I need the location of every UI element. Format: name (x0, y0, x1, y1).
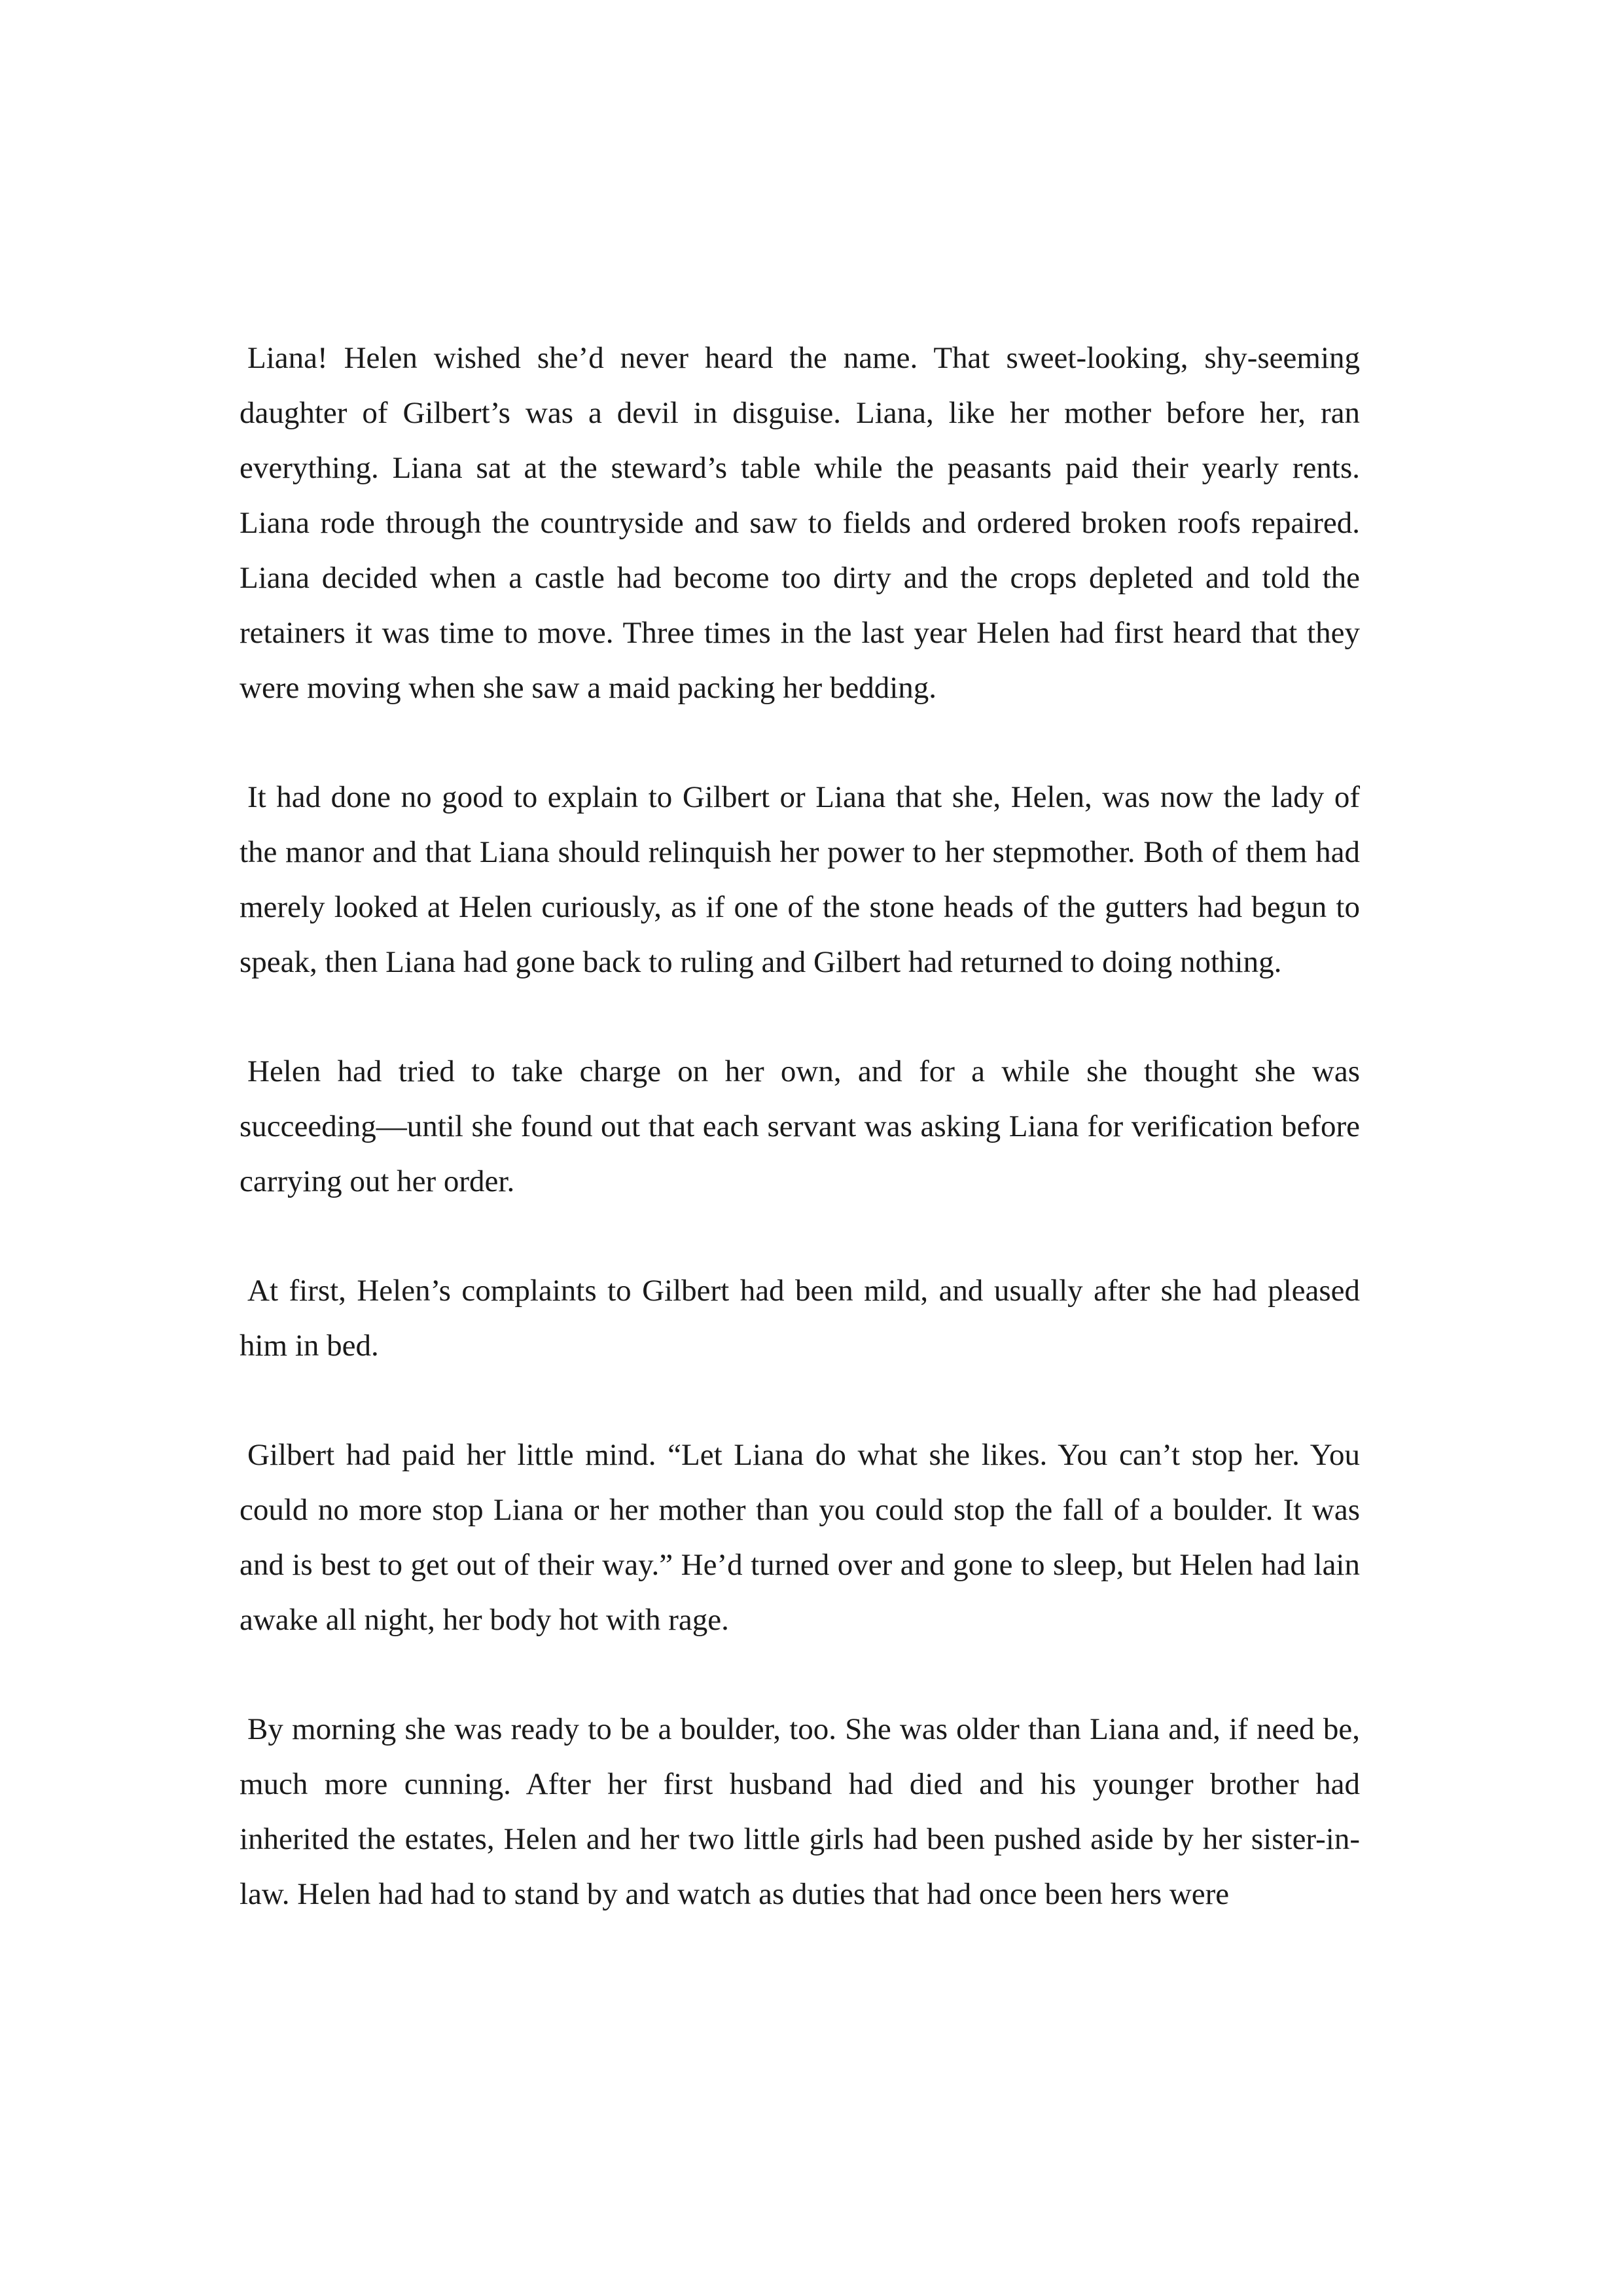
paragraph-2: It had done no good to explain to Gilbert or Liana that she, Helen, was now the lady of the manor and that Liana should relinquish her power to her stepmother. Both of them had merely looked at Helen curiously, as if one of the stone heads of the gutters had begun to speak, then Liana had gone back to ruling and Gilbert had returned to doing nothing. (240, 780, 1360, 979)
paragraph-4: At first, Helen’s complaints to Gilbert had been mild, and usually after she had pleased him in bed. (240, 1274, 1360, 1363)
body-text (240, 331, 1360, 1922)
paragraph-3: Helen had tried to take charge on her own, and for a while she thought she was succeeding—until she found out that each servant was asking Liana for verification before carrying out her order. (240, 1054, 1360, 1198)
paragraph-6: By morning she was ready to be a boulder, too. She was older than Liana and, if need be, much more cunning. After her first husband had died and his younger brother had inherited the estates, Helen and her two little girls had been pushed aside by her sister-in-law. Helen had had to stand by and watch as duties that had once been hers were (240, 1712, 1360, 1911)
paragraph-1: Liana! Helen wished she’d never heard the name. That sweet-looking, shy-seeming daughter of Gilbert’s was a devil in disguise. Liana, like her mother before her, ran everything. Liana sat at the steward’s table while the peasants paid their yearly rents. Liana rode through the countryside and saw to fields and ordered broken roofs repaired. Liana decided when a castle had become too dirty and the crops depleted and told the retainers it was time to move. Three times in the last year Helen had first heard that they were moving when she saw a maid packing her bedding. (240, 341, 1360, 705)
paragraph-5: Gilbert had paid her little mind. “Let Liana do what she likes. You can’t stop her. You could no more stop Liana or her mother than you could stop the fall of a boulder. It was and is best to get out of their way.” He’d turned over and gone to sleep, but Helen had lain awake all night, her body hot with rage. (240, 1438, 1360, 1637)
